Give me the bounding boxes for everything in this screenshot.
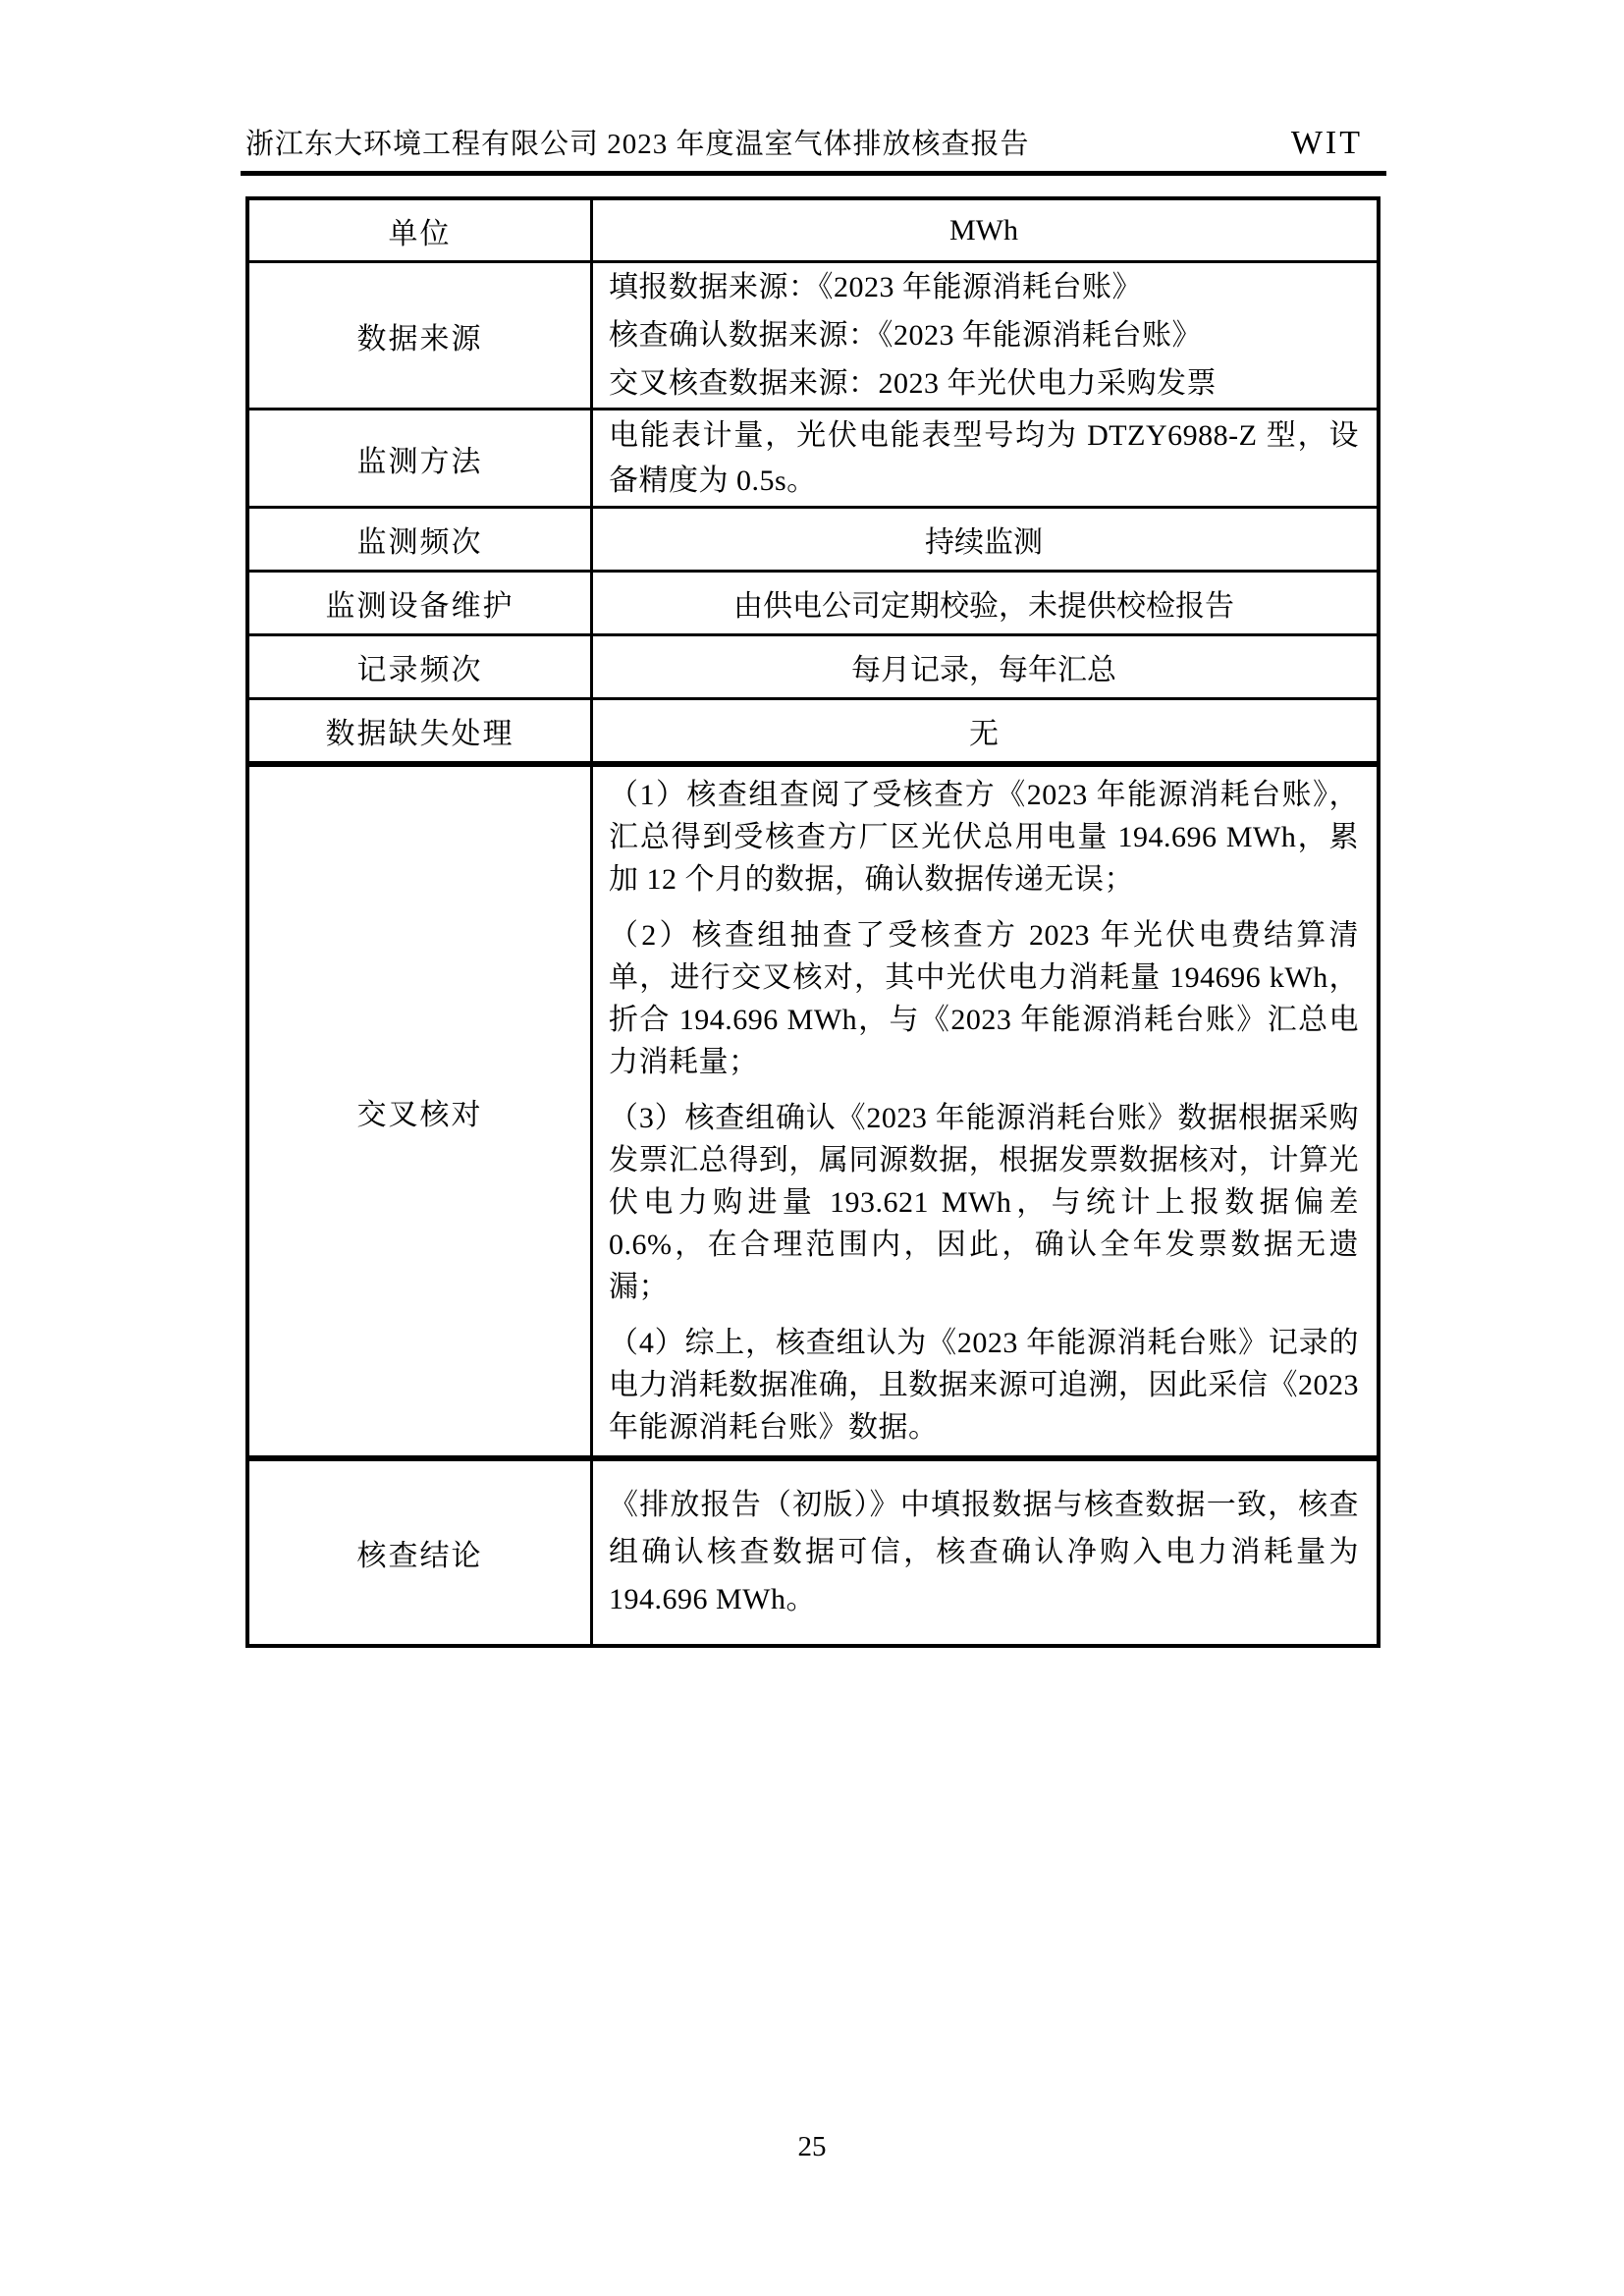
cross-check-paragraph-1: （1）核查组查阅了受核查方《2023 年能源消耗台账》，汇总得到受核查方厂区光伏总用电量 194.696 MWh，累加 12 个月的数据，确认数据传递无误； <box>609 779 1359 896</box>
page-header <box>245 122 1380 162</box>
cross-check-paragraph-2: （2）核查组抽查了受核查方 2023 年光伏电费结算清单，进行交叉核对，其中光伏电力消耗量 194696 kWh，折合 194.696 MWh，与《2023 年能源消耗台账》汇总电力消耗量； <box>609 919 1359 1078</box>
header-title: 浙江东大环境工程有限公司 2023 年度温室气体排放核查报告 <box>245 129 1030 160</box>
row-value-unit: MWh <box>949 213 1018 246</box>
data-source-line: 核查确认数据来源：《2023 年能源消耗台账》 <box>609 319 1202 352</box>
data-source-line: 填报数据来源：《2023 年能源消耗台账》 <box>609 271 1142 303</box>
table-row-equipment-maintenance <box>249 570 1377 633</box>
row-value-equipment-maintenance: 由供电公司定期校验，未提供校检报告 <box>733 590 1234 623</box>
row-value-record-frequency: 每月记录，每年汇总 <box>851 654 1116 686</box>
conclusion-text: 《排放报告（初版）》中填报数据与核查数据一致，核查组确认核查数据可信，核查确认净购入电力消耗量为 194.696 MWh。 <box>609 1489 1359 1615</box>
row-value-conclusion <box>593 1461 1377 1644</box>
row-value-missing-data: 无 <box>969 718 999 750</box>
table-row-cross-check <box>249 761 1377 1455</box>
row-label-conclusion: 核查结论 <box>249 1461 593 1644</box>
row-label-record-frequency: 记录频次 <box>249 636 593 697</box>
row-value-monitoring-frequency: 持续监测 <box>925 526 1043 559</box>
row-label-unit: 单位 <box>249 200 593 260</box>
cross-check-paragraph-4: （4）综上，核查组认为《2023 年能源消耗台账》记录的电力消耗数据准确，且数据来源可追溯，因此采信《2023 年能源消耗台账》数据。 <box>609 1327 1359 1444</box>
page-number: 25 <box>797 2131 827 2162</box>
table-row-monitoring-method <box>249 408 1377 506</box>
row-label-monitoring-method: 监测方法 <box>249 410 593 506</box>
row-label-cross-check: 交叉核对 <box>249 767 593 1455</box>
row-label-monitoring-frequency: 监测频次 <box>249 509 593 570</box>
row-label-missing-data: 数据缺失处理 <box>249 700 593 761</box>
verification-table <box>245 196 1380 1648</box>
header-rule <box>241 171 1386 176</box>
table-row-data-source <box>249 260 1377 408</box>
table-row-monitoring-frequency <box>249 506 1377 570</box>
table-row-record-frequency <box>249 633 1377 697</box>
table-row-missing-data <box>249 697 1377 761</box>
row-label-data-source: 数据来源 <box>249 263 593 408</box>
row-value-data-source <box>593 263 1377 408</box>
row-value-cross-check <box>593 767 1377 1455</box>
row-value-monitoring-method <box>593 410 1377 506</box>
header-logo: WIT <box>1290 125 1363 161</box>
row-label-equipment-maintenance: 监测设备维护 <box>249 573 593 633</box>
cross-check-paragraph-3: （3）核查组确认《2023 年能源消耗台账》数据根据采购发票汇总得到，属同源数据，根据发票数据核对，计算光伏电力购进量 193.621 MWh，与统计上报数据偏差 0.6%，在合理范围内，因此，确认全年发票数据无遗漏； <box>609 1102 1359 1303</box>
table-row-unit <box>249 200 1377 260</box>
table-row-conclusion <box>249 1455 1377 1644</box>
monitoring-method-text: 电能表计量，光伏电能表型号均为 DTZY6988-Z 型，设备精度为 0.5s。 <box>609 418 1359 497</box>
data-source-line: 交叉核查数据来源：2023 年光伏电力采购发票 <box>609 367 1217 400</box>
